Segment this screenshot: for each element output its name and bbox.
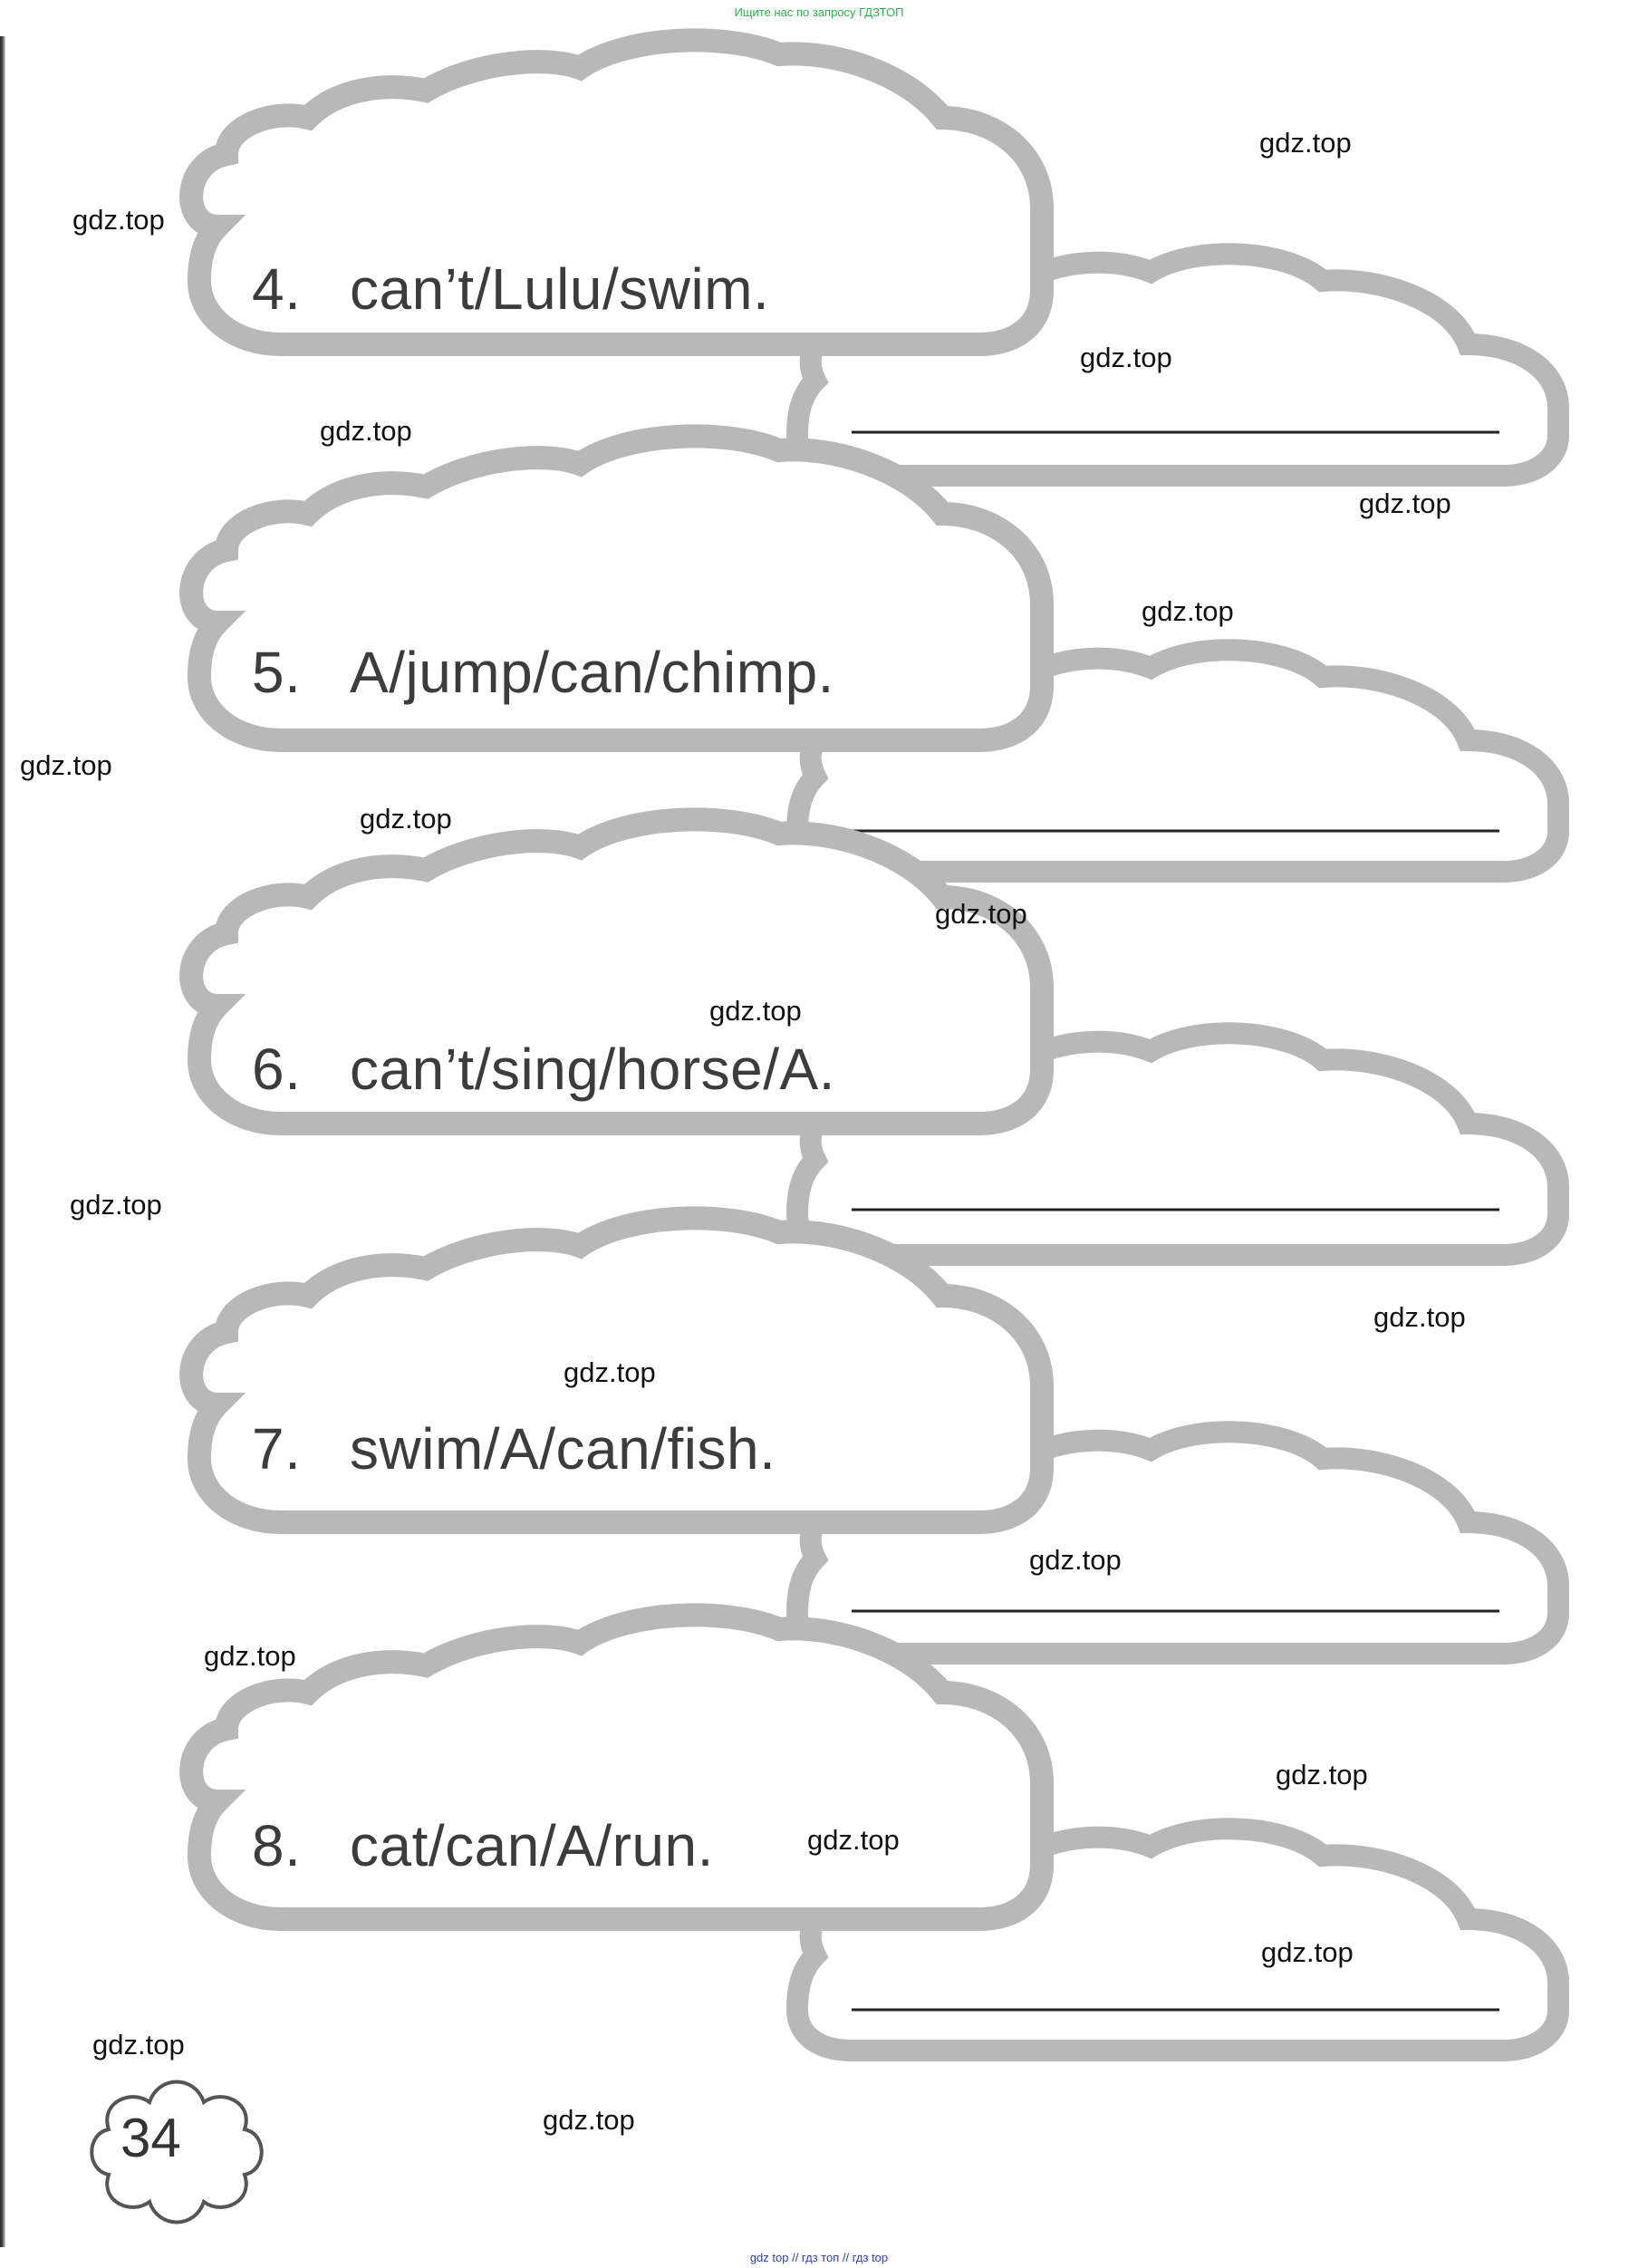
watermark: gdz.top: [320, 415, 412, 447]
watermark: gdz.top: [543, 2104, 635, 2136]
bottom-banner: gdz top // гдз топ // гдз top: [749, 2251, 889, 2264]
prompt-number: 5.: [252, 640, 302, 705]
watermark: gdz.top: [709, 995, 802, 1027]
prompt-text: swim/A/can/fish.: [350, 1416, 776, 1481]
page-number: 34: [120, 2108, 181, 2168]
prompt-number: 8.: [252, 1813, 302, 1878]
prompt-text: cat/can/A/run.: [350, 1813, 714, 1878]
top-banner: Ищите нас по запросу ГДЗТОП: [734, 5, 904, 19]
prompt-number: 6.: [252, 1037, 302, 1102]
watermark: gdz.top: [1080, 342, 1172, 373]
prompt-7: [252, 1415, 776, 1482]
watermark: gdz.top: [92, 2029, 185, 2061]
prompt-6: [252, 1036, 835, 1103]
watermark: gdz.top: [70, 1189, 162, 1221]
watermark: gdz.top: [564, 1356, 656, 1388]
watermark: gdz.top: [360, 803, 452, 835]
prompt-5: [252, 639, 834, 706]
prompt-number: 4.: [252, 256, 302, 322]
watermark: gdz.top: [204, 1640, 296, 1672]
prompt-text: A/jump/can/chimp.: [350, 640, 834, 705]
watermark: gdz.top: [935, 898, 1027, 930]
watermark: gdz.top: [1373, 1301, 1466, 1333]
prompt-number: 7.: [252, 1416, 302, 1481]
watermark: gdz.top: [1261, 1936, 1354, 1968]
watermark: gdz.top: [1029, 1544, 1122, 1576]
watermark: gdz.top: [72, 204, 165, 236]
watermark: gdz.top: [1142, 595, 1234, 627]
watermark: gdz.top: [1259, 127, 1352, 159]
prompt-4: [252, 256, 769, 323]
prompt-8: [252, 1812, 714, 1879]
watermark: gdz.top: [1359, 487, 1451, 519]
watermark: gdz.top: [807, 1824, 900, 1856]
prompt-text: can’t/sing/horse/A.: [350, 1037, 835, 1102]
watermark: gdz.top: [1276, 1759, 1368, 1790]
watermark: gdz.top: [20, 749, 112, 781]
prompt-text: can’t/Lulu/swim.: [350, 256, 770, 322]
